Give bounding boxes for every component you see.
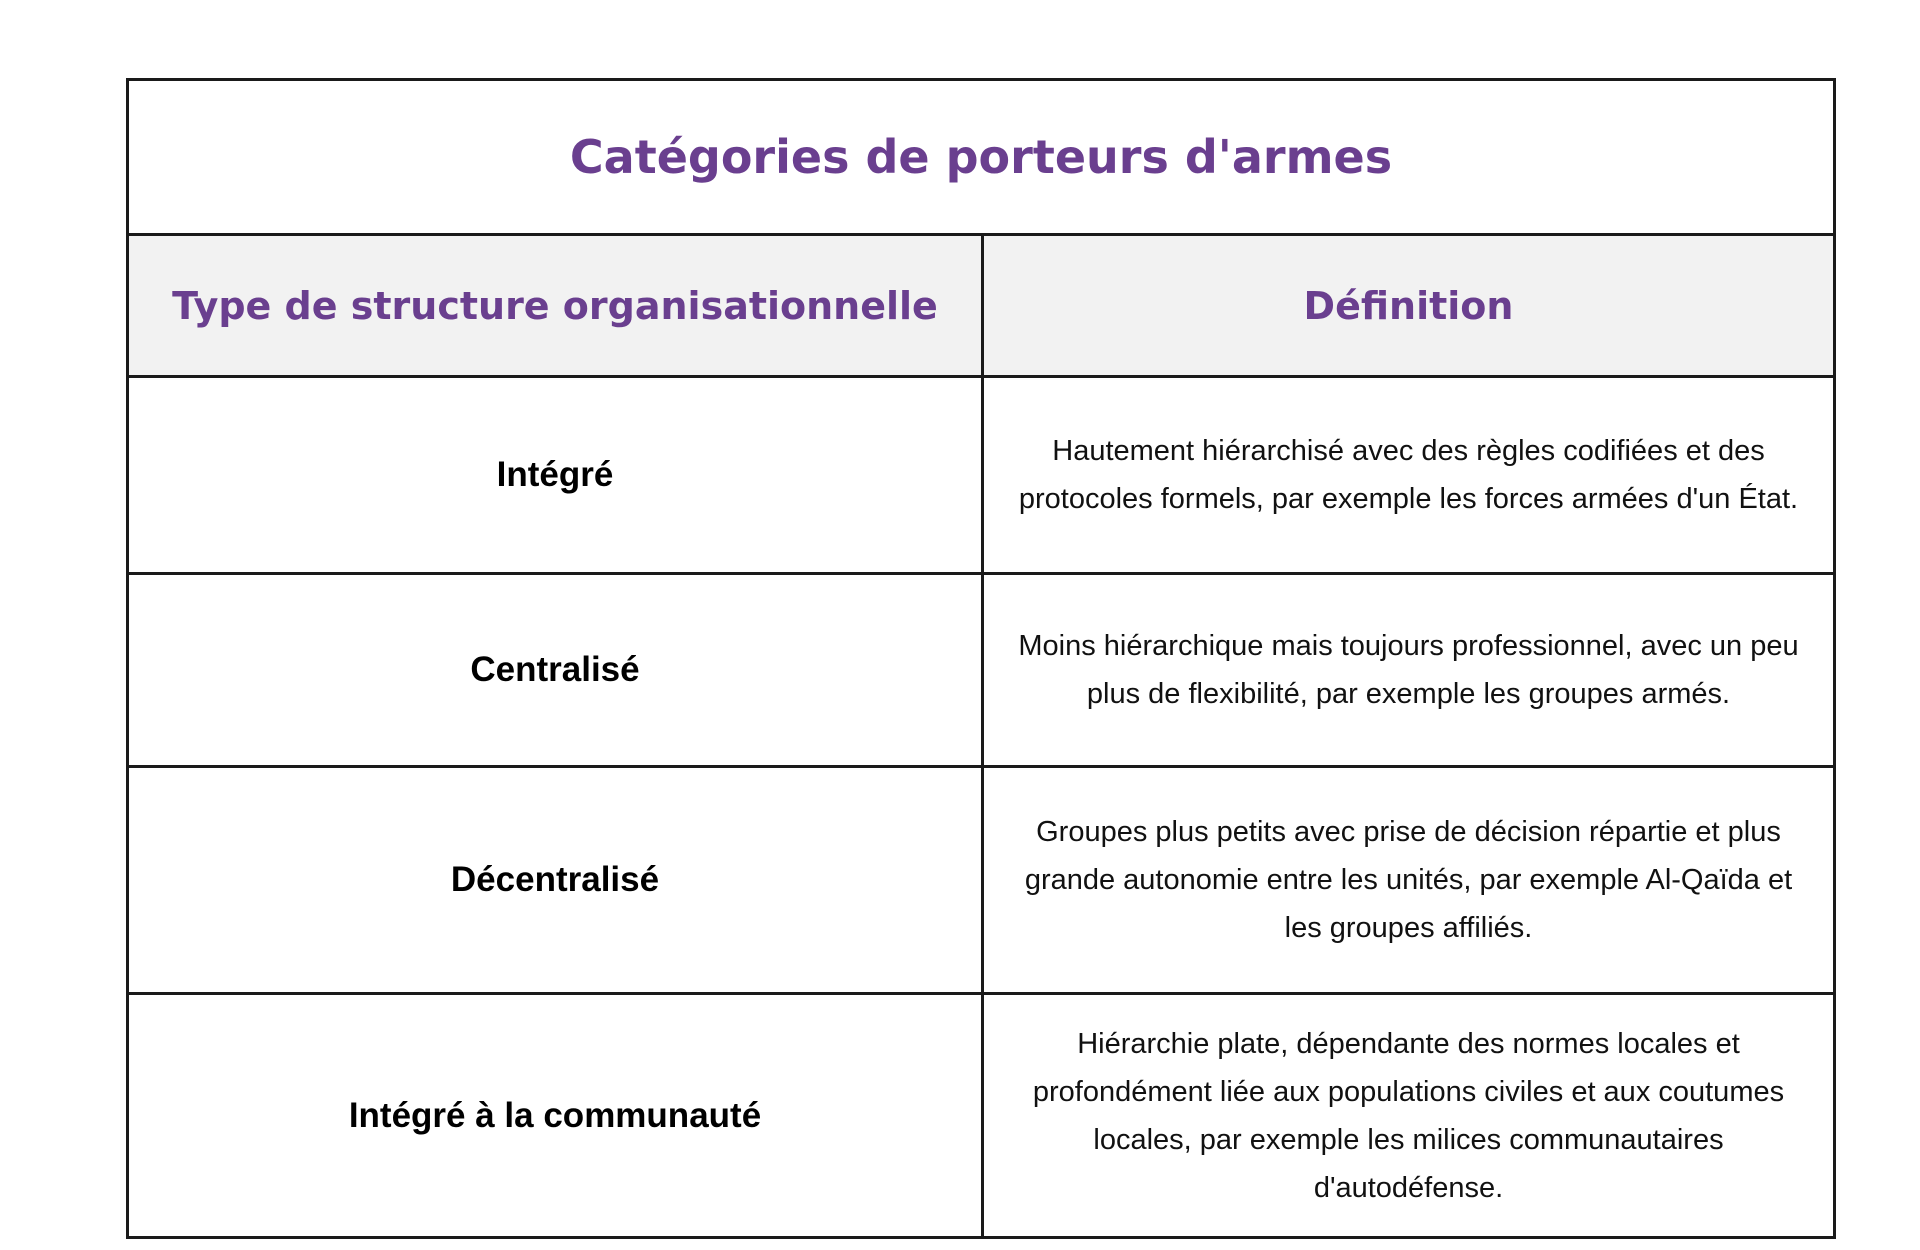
table-row [129,995,1833,1236]
header-type: Type de structure organisationnelle [129,236,984,375]
header-definition: Définition [1303,283,1514,328]
table-title: Catégories de porteurs d'armes [129,81,1833,236]
table-row [129,575,1833,768]
type-cell [129,378,984,572]
table-row [129,768,1833,995]
definition-text: Moins hiérarchique mais toujours professionnel, avec un peu plus de flexibilité, par exemple les groupes armés. [1018,630,1799,710]
table-header-row [129,236,1833,378]
definition-cell [984,575,1833,765]
table-row [129,378,1833,575]
categories-table [126,78,1836,1239]
type-label: Intégré [496,455,614,494]
definition-cell [984,768,1833,992]
definition-text: Groupes plus petits avec prise de décision répartie et plus grande autonomie entre les unités, par exemple Al-Qaïda et les groupes affiliés. [1024,816,1793,944]
type-cell [129,995,984,1236]
definition-text: Hautement hiérarchisé avec des règles codifiées et des protocoles formels, par exemple les forces armées d'un État. [1018,435,1799,515]
type-label: Centralisé [470,650,640,689]
type-label: Intégré à la communauté [348,1095,762,1135]
definition-cell [984,995,1833,1236]
definition-cell [984,378,1833,572]
type-cell [129,575,984,765]
type-label: Décentralisé [450,860,660,899]
definition-text: Hiérarchie plate, dépendante des normes locales et profondément liée aux populations civiles et aux coutumes locales, par exemple les milices communautaires d'autodéfense. [1032,1027,1785,1204]
type-cell [129,768,984,992]
